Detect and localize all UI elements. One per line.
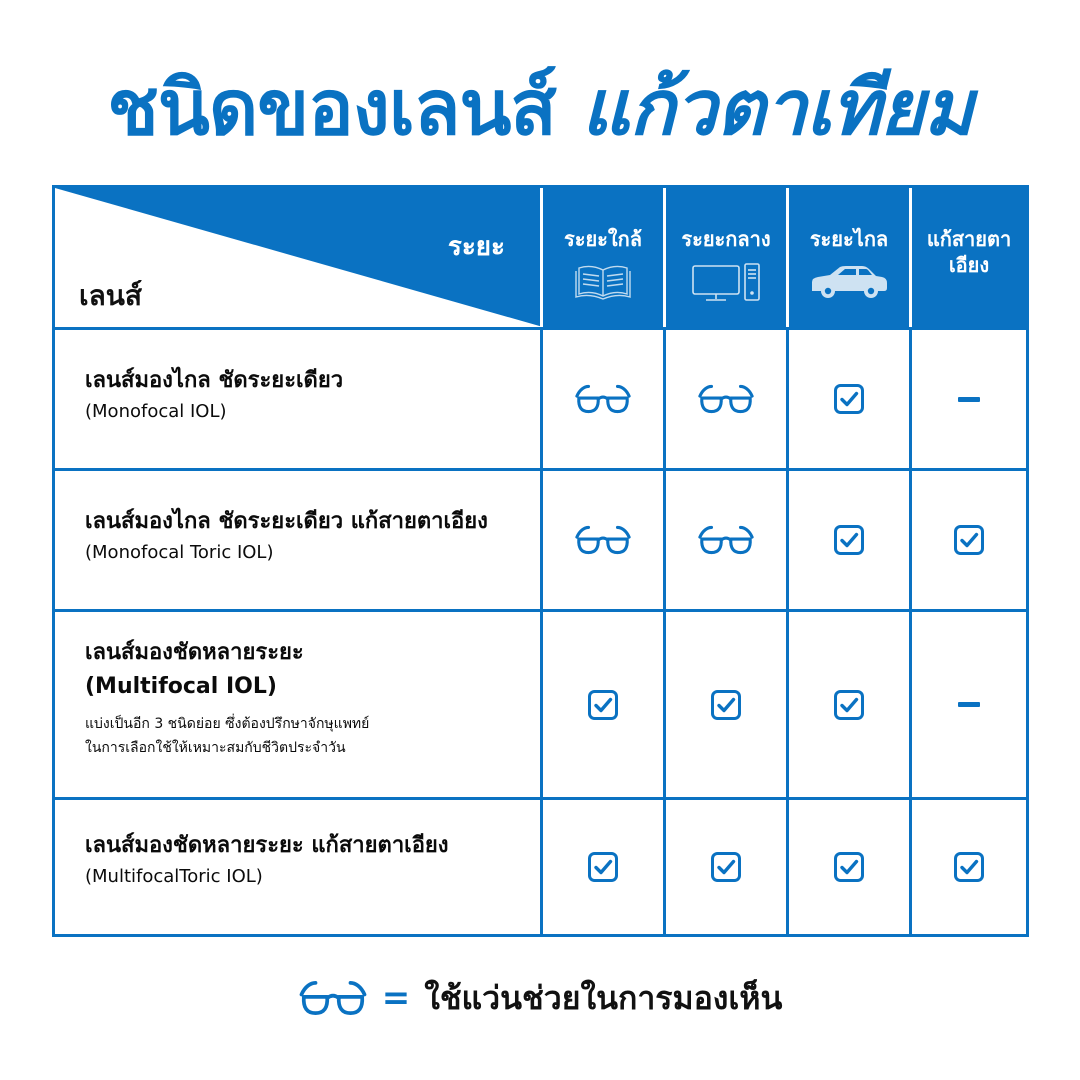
header-divider xyxy=(663,188,666,327)
column-header-astigmatism xyxy=(912,188,1026,327)
table-cell xyxy=(666,612,786,797)
header-lens-label: เลนส์ xyxy=(79,279,142,312)
glasses-icon xyxy=(298,978,368,1018)
legend-equals: = xyxy=(381,978,411,1018)
dash-icon xyxy=(958,702,980,707)
table-row xyxy=(85,636,535,760)
row-lens-name: เลนส์มองไกล ชัดระยะเดียว xyxy=(85,368,344,393)
check-icon xyxy=(587,851,619,883)
row-lens-english: (MultifocalToric IOL) xyxy=(85,866,263,887)
row-lens-note: แบ่งเป็นอีก 3 ชนิดย่อย ซึ่งต้องปรึกษาจักษุแพทย์ xyxy=(85,716,370,732)
column-header-far xyxy=(789,188,909,327)
car-icon xyxy=(808,262,890,300)
table-cell xyxy=(789,330,909,468)
column-label-far: ระยะไกล xyxy=(809,227,889,251)
legend xyxy=(0,968,1080,1028)
table-cell xyxy=(543,330,663,468)
column-label-mid: ระยะกลาง xyxy=(681,227,771,251)
table-cell xyxy=(789,800,909,934)
column-label-astigmatism-line2: เอียง xyxy=(948,253,990,277)
row-lens-english: (Monofocal Toric IOL) xyxy=(85,542,274,563)
computer-icon xyxy=(691,262,761,302)
column-label-astigmatism xyxy=(912,226,1026,278)
table-cell xyxy=(666,330,786,468)
column-header-mid xyxy=(666,188,786,327)
table-cell xyxy=(912,612,1026,797)
check-icon xyxy=(833,524,865,556)
glasses-icon xyxy=(574,523,632,557)
check-icon xyxy=(953,524,985,556)
table-cell xyxy=(666,800,786,934)
row-lens-name: เลนส์มองชัดหลายระยะ แก้สายตาเอียง xyxy=(85,833,449,858)
lens-comparison-table xyxy=(52,185,1029,937)
table-cell xyxy=(912,471,1026,609)
header-divider xyxy=(786,188,789,327)
column-label-astigmatism-line1: แก้สายตา xyxy=(926,227,1012,251)
check-icon xyxy=(953,851,985,883)
page-title xyxy=(0,63,1080,152)
header-divider xyxy=(540,188,543,327)
table-cell xyxy=(543,800,663,934)
table-cell xyxy=(789,612,909,797)
title-part1: ชนิดของเลนส์ xyxy=(107,63,556,152)
check-icon xyxy=(710,851,742,883)
legend-text: ใช้แว่นช่วยในการมองเห็น xyxy=(424,978,783,1017)
table-row xyxy=(85,829,535,891)
table-cell xyxy=(666,471,786,609)
check-icon xyxy=(833,689,865,721)
check-icon xyxy=(587,689,619,721)
table-cell xyxy=(543,471,663,609)
header-divider xyxy=(909,188,912,327)
check-icon xyxy=(833,383,865,415)
dash-icon xyxy=(958,397,980,402)
table-cell xyxy=(912,800,1026,934)
check-icon xyxy=(833,851,865,883)
row-lens-name: เลนส์มองชัดหลายระยะ xyxy=(85,640,304,665)
glasses-icon xyxy=(697,523,755,557)
row-lens-english: (Monofocal IOL) xyxy=(85,401,227,422)
header-range-label: ระยะ xyxy=(447,232,505,262)
row-lens-note: ในการเลือกใช้ให้เหมาะสมกับชีวิตประจำวัน xyxy=(85,740,346,756)
book-icon xyxy=(575,262,631,300)
column-label-near: ระยะใกล้ xyxy=(563,227,643,251)
glasses-icon xyxy=(697,382,755,416)
column-header-near xyxy=(543,188,663,327)
row-lens-english: (Multifocal IOL) xyxy=(85,674,277,699)
table-cell xyxy=(789,471,909,609)
table-cell xyxy=(912,330,1026,468)
table-row xyxy=(85,364,535,426)
table-cell xyxy=(543,612,663,797)
table-row xyxy=(85,505,535,567)
glasses-icon xyxy=(574,382,632,416)
title-part2: แก้วตาเทียม xyxy=(581,63,973,152)
check-icon xyxy=(710,689,742,721)
row-lens-name: เลนส์มองไกล ชัดระยะเดียว แก้สายตาเอียง xyxy=(85,509,488,534)
